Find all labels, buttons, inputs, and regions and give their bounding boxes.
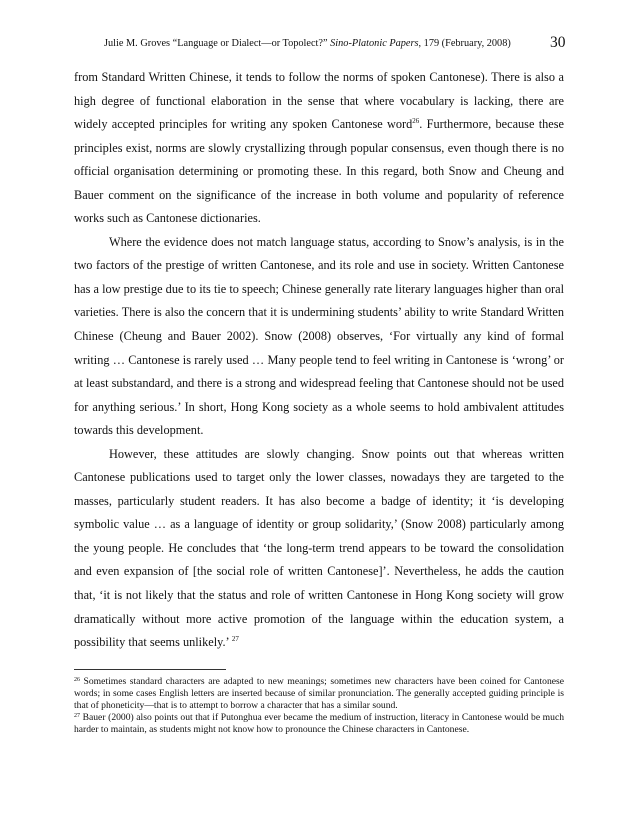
footnote-number: 27 xyxy=(74,713,80,720)
header-citation xyxy=(104,38,511,49)
paragraph-2: Where the evidence does not match language status, according to Snow’s analysis, is in the two factors of the prestige of written Cantonese, and its role and use in society. Written Cantonese has a low prestige due to its tie to speech; Chinese generally rate literary languages higher than oral varieties. There is also the concern that it is undermining students’ ability to write Standard Written Chinese (Cheung and Bauer 2002). Snow (2008) observes, ‘For virtually any kind of formal writing … Cantonese is rarely used … Many people tend to feel writing in Cantonese is ‘wrong’ or at least substandard, and there is a strong and widespread feeling that Cantonese should not be used for anything serious.’ In short, Hong Kong society as a whole seems to hold ambivalent attitudes towards this development. xyxy=(74,234,564,438)
body-text xyxy=(74,66,564,655)
paragraph-3 xyxy=(74,443,564,655)
header-journal: Sino-Platonic Papers xyxy=(330,38,419,49)
footnote-text: Sometimes standard characters are adapted to new meanings; sometimes new characters have been coined for Cantonese words; in some cases English letters are inserted because of similar pronunciation. The generally accepted guiding principle is that of phoneticity—that is to attempt to borrow a character that has a similar sound. xyxy=(74,676,564,712)
page-number: 30 xyxy=(550,34,566,51)
header-issue: , 179 (February, 2008) xyxy=(418,38,511,49)
running-header xyxy=(0,34,638,58)
header-author: Julie M. Groves xyxy=(104,38,171,49)
footnote-26 xyxy=(74,676,564,712)
paragraph-1-text-b: . Furthermore, because these principles exist, norms are slowly crystallizing through popular consensus, even though there is no official organisation determining or promoting these. In this regard, both Snow and Cheung and Bauer comment on the significance of the increase in both volume and popularity of reference works such as Cantonese dictionaries. xyxy=(74,117,564,226)
paragraph-3-text: However, these attitudes are slowly changing. Snow points out that whereas written Cantonese publications used to target only the lower classes, nowadays they are targeted to the masses, particularly student readers. It has also become a badge of identity; it ‘is developing symbolic value … as a language of identity or group solidarity,’ (Snow 2008) particularly among the young people. He concludes that ‘the long-term trend appears to be toward the consolidation and even expansion of [the social role of written Cantonese]’. Nevertheless, he adds the caution that, ‘it is not likely that the status and role of written Cantonese in Hong Kong society will grow dramatically without more active promotion of the language within the education system, a possibility that seems unlikely.’ xyxy=(74,446,564,650)
footnotes xyxy=(74,676,564,736)
footnote-27 xyxy=(74,712,564,736)
footnote-separator xyxy=(74,669,226,670)
header-article-title: “Language or Dialect—or Topolect?” xyxy=(172,38,328,49)
footnote-text: Bauer (2000) also points out that if Putonghua ever became the medium of instruction, literacy in Cantonese would be much harder to maintain, as students might not know how to pronounce the Chinese characters in Cantonese. xyxy=(74,712,564,736)
paragraph-1 xyxy=(74,66,564,231)
footnote-number: 26 xyxy=(74,677,80,683)
footnote-ref-27[interactable]: 27 xyxy=(231,635,239,644)
footnote-ref-26[interactable]: 26 xyxy=(412,117,420,126)
paragraph-1-text-a: from Standard Written Chinese, it tends to follow the norms of spoken Cantonese). There is also a high degree of functional elaboration in the sense that where vocabulary is lacking, there are widely accepted principles for writing any spoken Cantonese word xyxy=(74,70,564,132)
